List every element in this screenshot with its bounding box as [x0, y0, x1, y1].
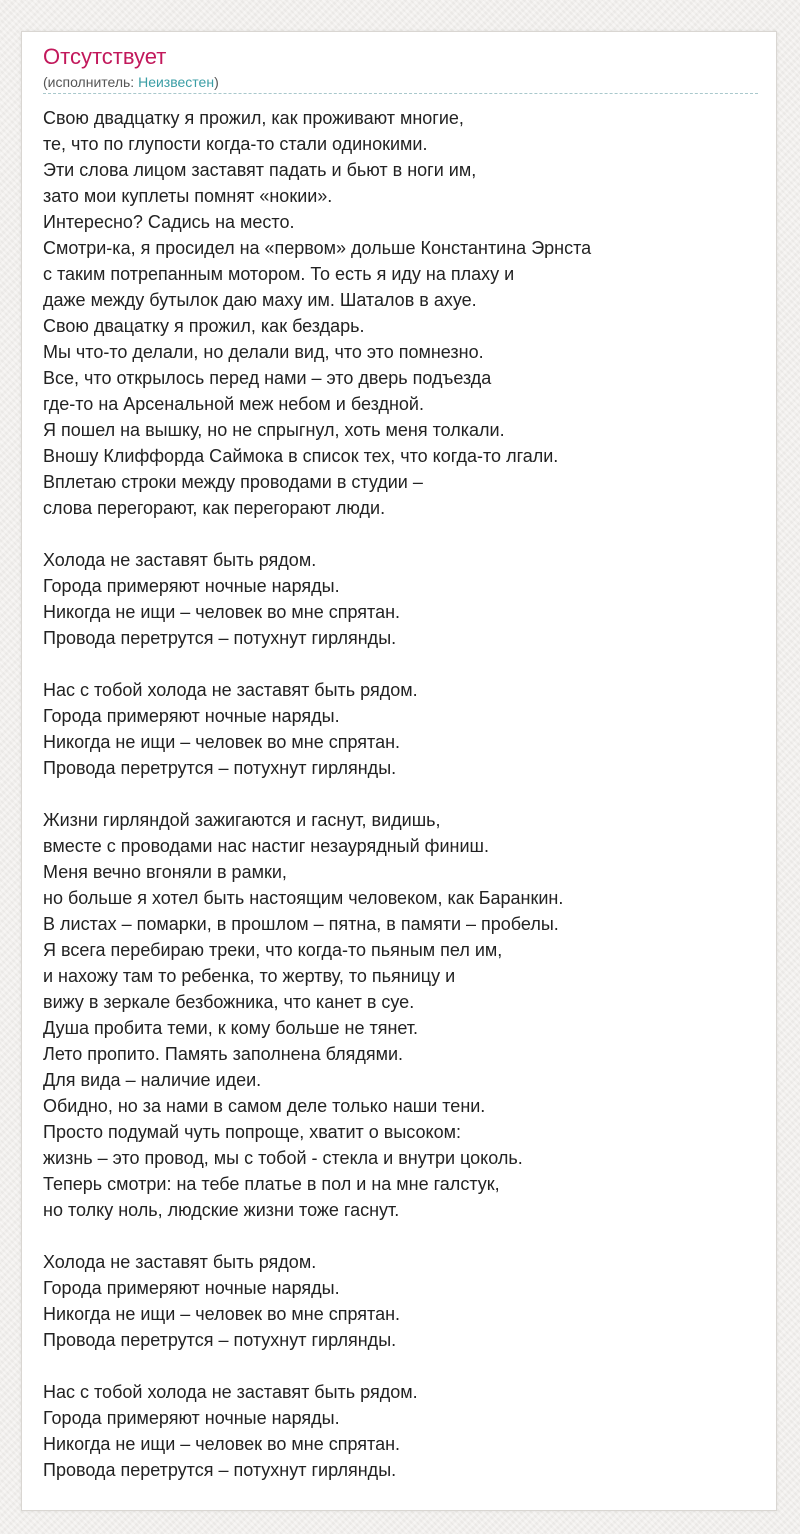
lyrics-line: Для вида – наличие идеи. [43, 1070, 262, 1090]
lyrics-card [21, 31, 777, 1511]
lyrics-line: даже между бутылок даю маху им. Шаталов в ахуе. [43, 290, 477, 310]
lyrics-line: Мы что-то делали, но делали вид, что это помнезно. [43, 342, 484, 362]
lyrics-stanza [43, 547, 763, 651]
lyrics-line: Города примеряют ночные наряды. [43, 576, 340, 596]
lyrics-line: Все, что открылось перед нами – это дверь подъезда [43, 368, 492, 388]
lyrics-line: Я всега перебираю треки, что когда-то пьяным пел им, [43, 940, 503, 960]
lyrics-line: но больше я хотел быть настоящим человеком, как Баранкин. [43, 888, 564, 908]
lyrics-stanza [43, 1249, 763, 1353]
lyrics-line: Провода перетрутся – потухнут гирлянды. [43, 758, 397, 778]
artist-suffix: ) [214, 74, 219, 90]
lyrics-line: Жизни гирляндой зажигаются и гаснут, видишь, [43, 810, 441, 830]
lyrics-line: Холода не заставят быть рядом. [43, 550, 317, 570]
lyrics-line: Обидно, но за нами в самом деле только наши тени. [43, 1096, 486, 1116]
lyrics-line: слова перегорают, как перегорают люди. [43, 498, 386, 518]
lyrics-line: Провода перетрутся – потухнут гирлянды. [43, 1330, 397, 1350]
lyrics-line: где-то на Арсенальной меж небом и бездной. [43, 394, 424, 414]
lyrics-line: Никогда не ищи – человек во мне спрятан. [43, 1304, 401, 1324]
lyrics-line: Вношу Клиффорда Саймока в список тех, что когда-то лгали. [43, 446, 559, 466]
artist-prefix: (исполнитель: [43, 74, 139, 90]
title-divider [43, 93, 758, 94]
lyrics-line: Теперь смотри: на тебе платье в пол и на мне галстук, [43, 1174, 500, 1194]
lyrics-line: жизнь – это провод, мы с тобой - стекла и внутри цоколь. [43, 1148, 523, 1168]
lyrics-line: Города примеряют ночные наряды. [43, 1408, 340, 1428]
lyrics-line: Интересно? Садись на место. [43, 212, 295, 232]
lyrics-line: вместе с проводами нас настиг незаурядный финиш. [43, 836, 489, 856]
lyrics-line: Лето пропито. Память заполнена блядями. [43, 1044, 404, 1064]
lyrics-line: Холода не заставят быть рядом. [43, 1252, 317, 1272]
lyrics-line: Свою двадцатку я прожил, как проживают многие, [43, 108, 464, 128]
lyrics-line: с таким потрепанным мотором. То есть я иду на плаху и [43, 264, 515, 284]
lyrics-line: Смотри-ка, я просидел на «первом» дольше Константина Эрнста [43, 238, 592, 258]
lyrics-stanza [43, 1379, 763, 1483]
song-title: Отсутствует [43, 44, 167, 69]
lyrics-text [43, 105, 763, 1509]
lyrics-line: Эти слова лицом заставят падать и бьют в ноги им, [43, 160, 477, 180]
lyrics-stanza [43, 677, 763, 781]
lyrics-line: Я пошел на вышку, но не спрыгнул, хоть меня толкали. [43, 420, 505, 440]
artist-link[interactable]: Неизвестен [138, 74, 215, 90]
lyrics-line: Никогда не ищи – человек во мне спрятан. [43, 1434, 401, 1454]
artist-line [43, 73, 219, 91]
lyrics-line: Города примеряют ночные наряды. [43, 706, 340, 726]
lyrics-stanza [43, 807, 763, 1223]
lyrics-line: Никогда не ищи – человек во мне спрятан. [43, 732, 401, 752]
lyrics-line: Просто подумай чуть попроще, хватит о высоком: [43, 1122, 461, 1142]
lyrics-line: В листах – помарки, в прошлом – пятна, в памяти – пробелы. [43, 914, 559, 934]
lyrics-line: Никогда не ищи – человек во мне спрятан. [43, 602, 401, 622]
lyrics-line: Душа пробита теми, к кому больше не тянет. [43, 1018, 419, 1038]
lyrics-line: и нахожу там то ребенка, то жертву, то пьяницу и [43, 966, 456, 986]
lyrics-line: зато мои куплеты помнят «нокии». [43, 186, 333, 206]
lyrics-line: Свою двацатку я прожил, как бездарь. [43, 316, 365, 336]
lyrics-line: те, что по глупости когда-то стали одинокими. [43, 134, 428, 154]
lyrics-line: Провода перетрутся – потухнут гирлянды. [43, 1460, 397, 1480]
lyrics-line: Вплетаю строки между проводами в студии – [43, 472, 423, 492]
lyrics-line: вижу в зеркале безбожника, что канет в суе. [43, 992, 415, 1012]
lyrics-line: но толку ноль, людские жизни тоже гаснут. [43, 1200, 400, 1220]
lyrics-line: Города примеряют ночные наряды. [43, 1278, 340, 1298]
lyrics-line: Нас с тобой холода не заставят быть рядом. [43, 680, 418, 700]
lyrics-line: Нас с тобой холода не заставят быть рядом. [43, 1382, 418, 1402]
lyrics-line: Меня вечно вгоняли в рамки, [43, 862, 287, 882]
lyrics-line: Провода перетрутся – потухнут гирлянды. [43, 628, 397, 648]
lyrics-stanza [43, 105, 763, 521]
